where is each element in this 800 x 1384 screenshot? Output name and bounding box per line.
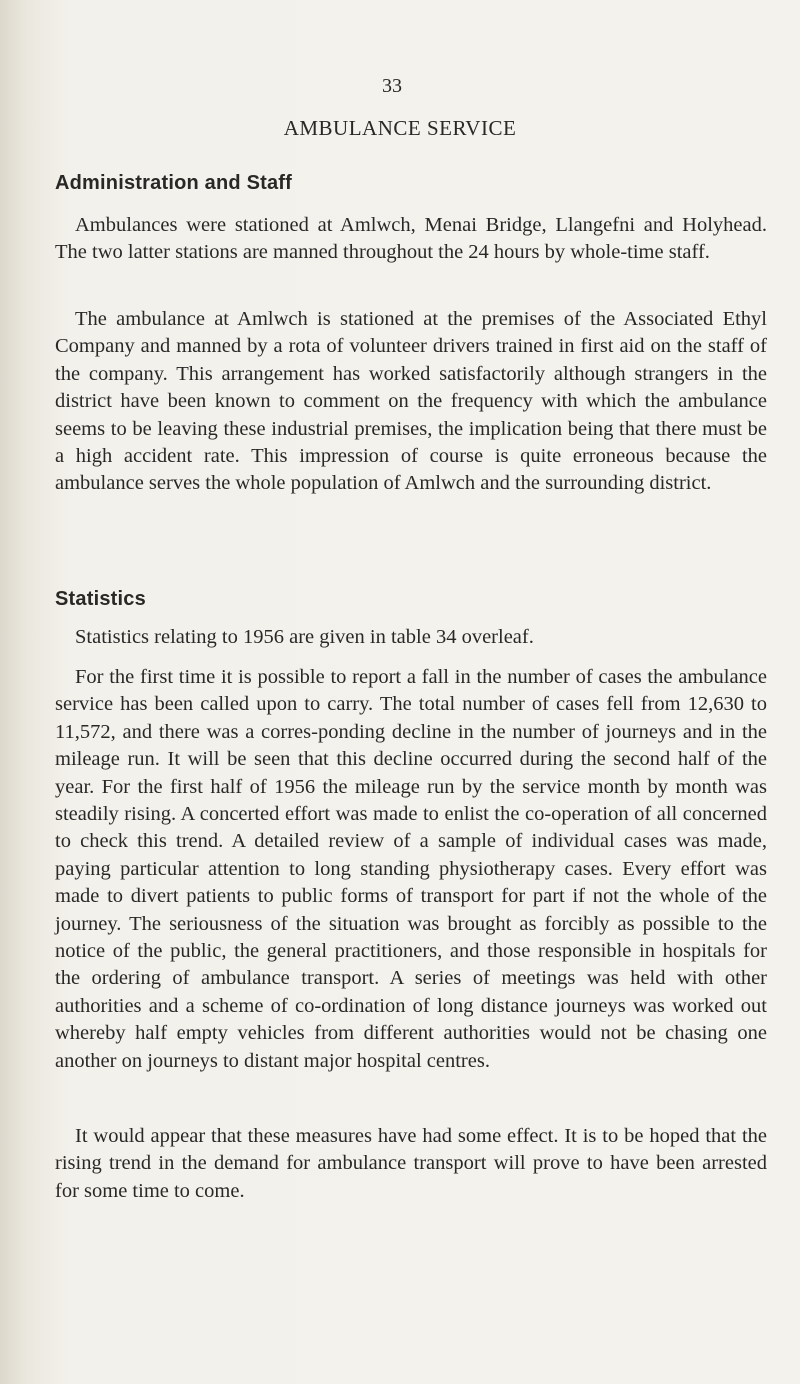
section-heading-administration: Administration and Staff xyxy=(55,172,293,194)
page-number: 33 xyxy=(382,75,402,97)
paragraph-statistics-reference: Statistics relating to 1956 are given in table 34 overleaf. xyxy=(75,626,534,648)
paragraph-conclusion: It would appear that these measures have had some effect. It is to be hoped that the rising trend in the demand for ambulance transport will prove to have been arrested for some time to come. xyxy=(55,1125,767,1202)
page-title: AMBULANCE SERVICE xyxy=(283,116,517,140)
paragraph-amlwch-ambulance: The ambulance at Amlwch is stationed at the premises of the Associated Ethyl Company and manned by a rota of volunteer drivers trained in first aid on the staff of the company. This arrangement has worked satisfactorily although strangers in the district have been known to comment on the frequency with which the ambulance seems to be leaving these industrial premises, the implication being that there must be a high accident rate. This impression of course is quite erroneous because the ambulance serves the whole population of Amlwch and the surrounding district. xyxy=(55,308,767,495)
paragraph-ambulance-stations: Ambulances were stationed at Amlwch, Menai Bridge, Llangefni and Holyhead. The two latter stations are manned throughout the 24 hours by whole-time staff. xyxy=(55,214,767,264)
section-heading-statistics: Statistics xyxy=(55,588,146,610)
paragraph-decline-in-cases: For the first time it is possible to report a fall in the number of cases the ambulance service has been called upon to carry. The total number of cases fell from 12,630 to 11,572, and there was a corres-ponding decline in the number of journeys and in the mileage run. It will be seen that this decline occurred during the second half of the year. For the first half of 1956 the mileage run by the service month by month was steadily rising. A concerted effort was made to enlist the co-operation of all concerned to check this trend. A detailed review of a sample of individual cases was made, paying particular attention to long standing physiotherapy cases. Every effort was made to divert patients to public forms of transport for part if not the whole of the journey. The seriousness of the situation was brought as forcibly as possible to the notice of the public, the general practitioners, and those responsible in hospitals for the ordering of ambulance transport. A series of meetings was held with other authorities and a scheme of co-ordination of long distance journeys was worked out whereby half empty vehicles from different authorities would not be chasing one another on journeys to distant major hospital centres. xyxy=(55,666,767,1072)
